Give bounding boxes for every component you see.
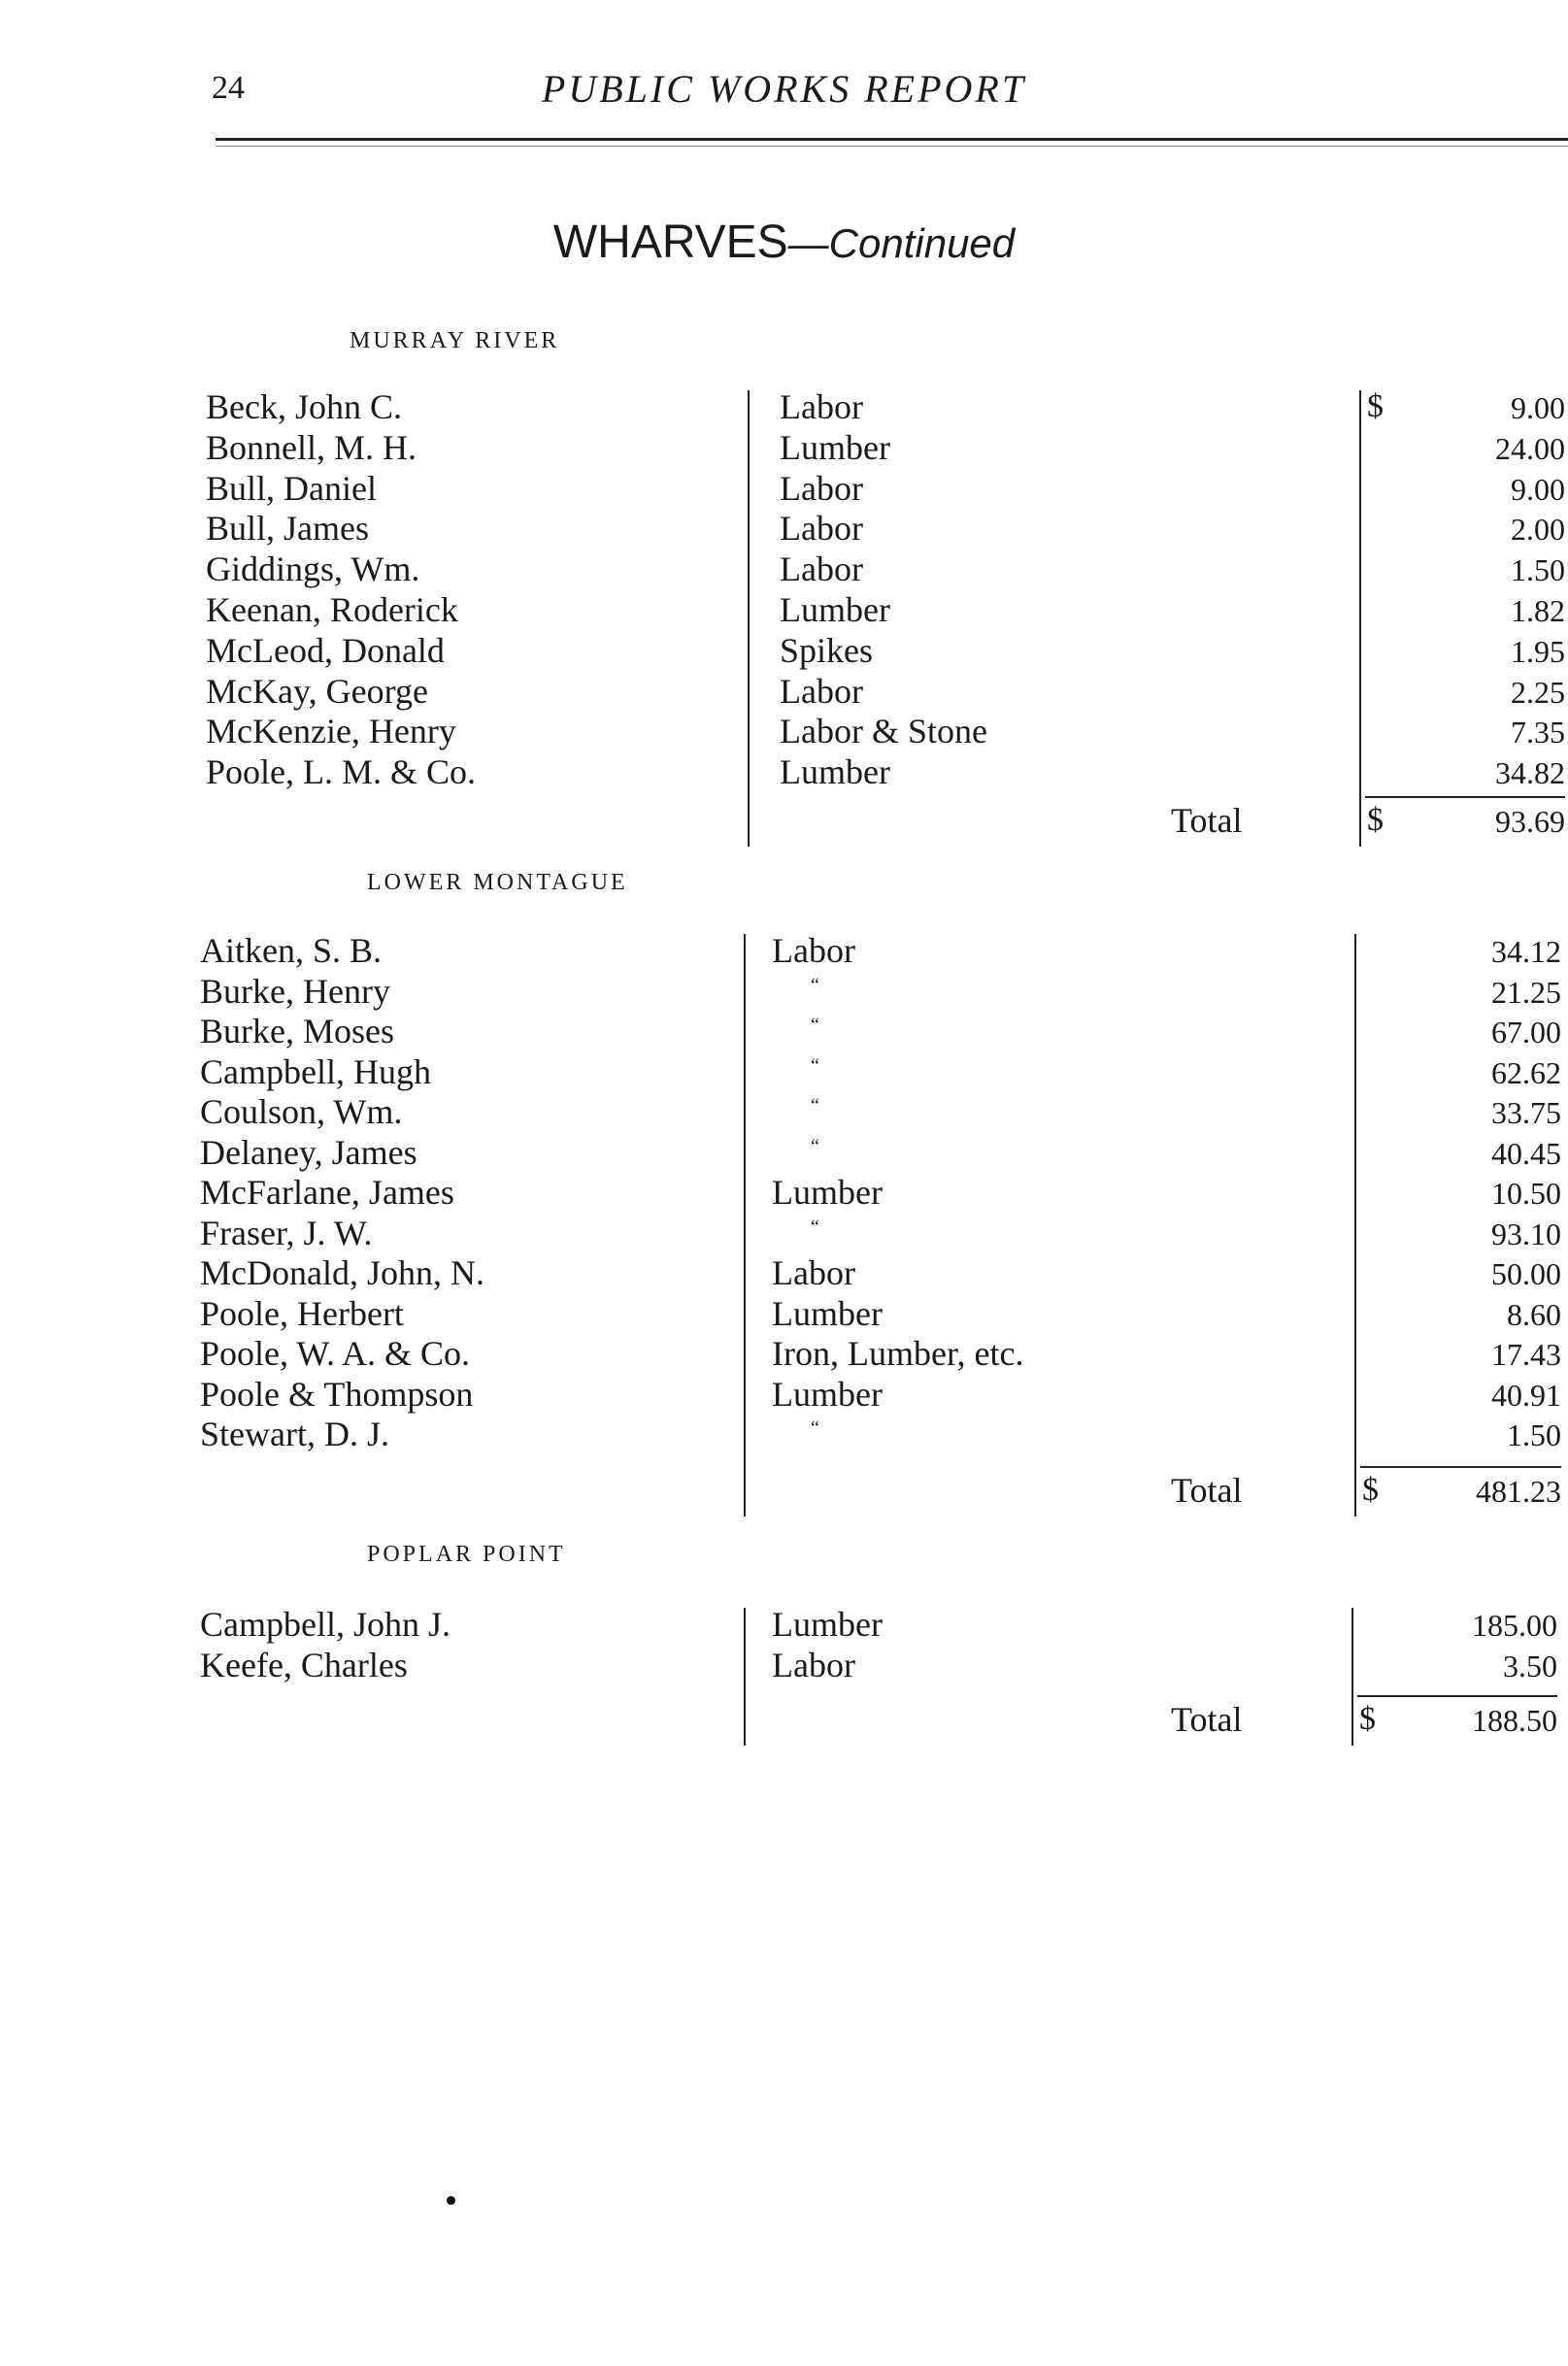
page-title	[0, 216, 1568, 269]
entry-name: Fraser, J. W.	[200, 1213, 373, 1252]
entry-description: Iron, Lumber, etc.	[772, 1334, 1024, 1373]
entry-name: Bonnell, M. H.	[206, 427, 417, 467]
entry-name: McKenzie, Henry	[206, 712, 456, 751]
entry-amount: 17.43	[1491, 1337, 1561, 1372]
entry-description: Lumber	[772, 1605, 883, 1644]
entry-name: Keenan, Roderick	[206, 590, 458, 629]
entry-amount: 8.60	[1507, 1296, 1561, 1332]
section-total: 93.69	[1495, 804, 1565, 839]
entry-description: Lumber	[780, 752, 890, 792]
entry-amount: 21.25	[1491, 974, 1561, 1010]
ditto-mark: “	[811, 1015, 819, 1036]
dollar-sign: $	[1359, 1701, 1376, 1737]
entry-amount: 1.50	[1507, 1417, 1561, 1452]
entry-amount: 33.75	[1491, 1095, 1561, 1130]
entry-description: Lumber	[772, 1293, 883, 1333]
entry-name: Stewart, D. J.	[200, 1415, 389, 1453]
title-main: WHARVES	[552, 217, 788, 268]
section-heading: POPLAR POINT	[367, 1542, 566, 1567]
entry-amount: 34.82	[1495, 755, 1565, 791]
entry-name: Beck, John C.	[206, 387, 402, 426]
entry-name: Burke, Moses	[200, 1012, 394, 1050]
entry-name: McFarlane, James	[200, 1173, 454, 1212]
entry-description: Spikes	[780, 630, 874, 670]
entry-amount: 9.00	[1511, 390, 1565, 425]
entry-description: Labor	[780, 509, 863, 549]
entry-description: Labor & Stone	[780, 712, 987, 751]
amount-column-rule	[1351, 1608, 1353, 1746]
entry-name: Poole, Herbert	[200, 1293, 404, 1333]
entry-amount: 185.00	[1472, 1608, 1557, 1643]
entry-description: Lumber	[780, 590, 890, 629]
section-heading: MURRAY RIVER	[350, 328, 560, 353]
entry-name: McKay, George	[206, 671, 428, 711]
entry-description: Labor	[772, 1253, 855, 1292]
entry-name: Keefe, Charles	[200, 1645, 408, 1684]
ditto-mark: “	[811, 974, 819, 996]
entry-name: Aitken, S. B.	[200, 931, 383, 970]
entry-amount: 10.50	[1491, 1176, 1561, 1211]
amount-column-rule	[1354, 934, 1356, 1516]
entry-description: Labor	[780, 468, 863, 508]
ditto-mark: “	[811, 1216, 819, 1238]
stray-dot-mark	[447, 2196, 455, 2205]
dollar-sign: $	[1367, 388, 1384, 424]
ditto-mark: “	[811, 1417, 819, 1439]
entry-amount: 1.50	[1511, 552, 1565, 588]
entry-description: Lumber	[772, 1374, 883, 1414]
ditto-mark: “	[811, 1054, 819, 1077]
entry-description: Labor	[772, 931, 855, 970]
entry-amount: 62.62	[1491, 1054, 1561, 1090]
entry-description: Lumber	[772, 1173, 883, 1212]
entry-name: Burke, Henry	[200, 971, 390, 1011]
entry-name: McLeod, Donald	[206, 630, 445, 670]
entry-name: Bull, James	[206, 509, 369, 549]
entry-amount: 1.95	[1511, 633, 1565, 669]
dollar-sign: $	[1362, 1472, 1379, 1508]
entry-name: Giddings, Wm.	[206, 550, 420, 589]
column-rule	[748, 390, 750, 847]
entry-amount: 1.82	[1511, 593, 1565, 628]
amount-column-rule	[1359, 390, 1361, 847]
entry-amount: 7.35	[1511, 715, 1565, 750]
sum-rule	[1365, 796, 1565, 798]
column-rule	[744, 1608, 746, 1746]
entry-description: Labor	[780, 550, 863, 589]
entry-amount: 40.91	[1491, 1377, 1561, 1413]
header-rule	[216, 138, 1568, 141]
entry-description: Labor	[780, 671, 863, 711]
column-rule	[744, 934, 746, 1516]
entry-description: Labor	[780, 387, 863, 426]
entry-amount: 24.00	[1495, 430, 1565, 466]
entry-name: Poole, W. A. & Co.	[200, 1334, 471, 1373]
section-total: 481.23	[1476, 1474, 1561, 1509]
page-number: 24	[212, 70, 245, 106]
section-heading: LOWER MONTAGUE	[367, 870, 628, 895]
ditto-mark: “	[811, 1135, 819, 1157]
total-label: Total	[1171, 1471, 1243, 1510]
ditto-mark: “	[811, 1095, 819, 1116]
entry-name: Coulson, Wm.	[200, 1092, 403, 1131]
entry-amount: 3.50	[1503, 1648, 1557, 1683]
entry-name: McDonald, John, N.	[200, 1253, 484, 1292]
entry-amount: 2.25	[1511, 674, 1565, 710]
entry-name: Poole, L. M. & Co.	[206, 752, 477, 792]
entry-amount: 67.00	[1491, 1015, 1561, 1050]
entry-name: Bull, Daniel	[206, 468, 377, 508]
entry-amount: 40.45	[1491, 1135, 1561, 1171]
entry-name: Campbell, John J.	[200, 1605, 450, 1644]
entry-name: Campbell, Hugh	[200, 1051, 431, 1091]
total-label: Total	[1171, 801, 1243, 840]
entry-description: Labor	[772, 1645, 855, 1684]
entry-amount: 34.12	[1491, 934, 1561, 969]
total-label: Total	[1171, 1700, 1243, 1739]
entry-name: Poole & Thompson	[200, 1374, 474, 1414]
dollar-sign: $	[1367, 802, 1384, 838]
sum-rule	[1360, 1466, 1561, 1468]
entry-amount: 50.00	[1491, 1256, 1561, 1291]
entry-amount: 93.10	[1491, 1216, 1561, 1251]
section-total: 188.50	[1472, 1703, 1557, 1738]
entry-name: Delaney, James	[200, 1132, 417, 1172]
title-subtitle: —Continued	[787, 220, 1016, 266]
header-rule-thin	[216, 146, 1568, 147]
entry-amount: 2.00	[1511, 512, 1565, 548]
sum-rule	[1357, 1695, 1557, 1697]
running-title: PUBLIC WORKS REPORT	[541, 67, 1027, 111]
entry-amount: 9.00	[1511, 471, 1565, 507]
entry-description: Lumber	[780, 427, 890, 467]
